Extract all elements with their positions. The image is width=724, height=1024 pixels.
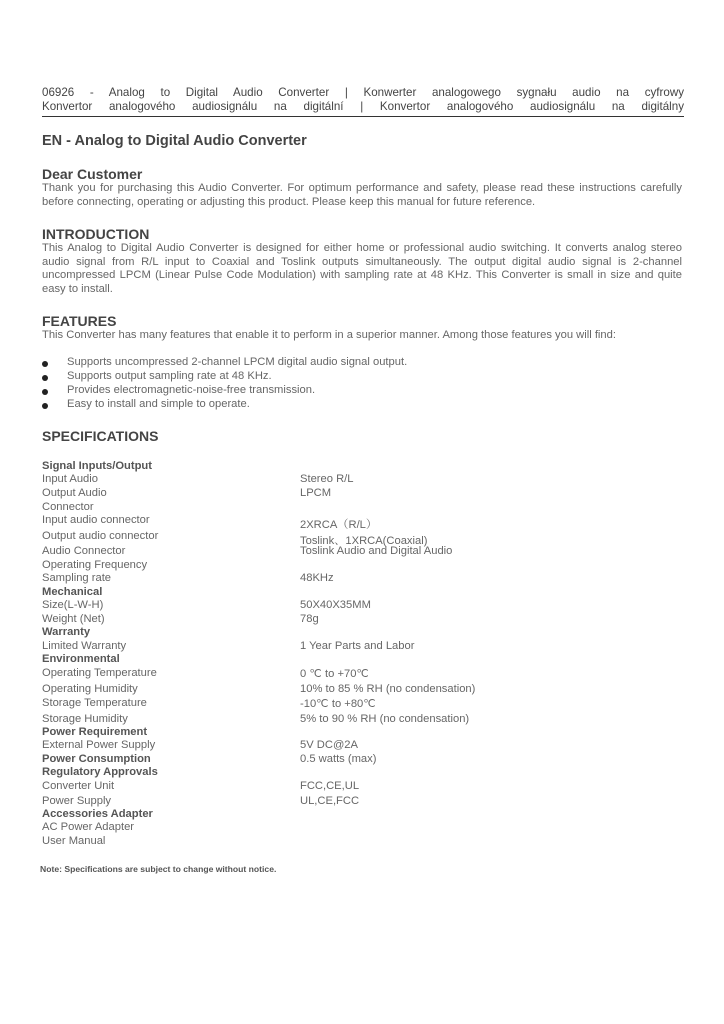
- bullet-icon: [42, 403, 48, 409]
- spec-label: Size(L-W-H): [42, 599, 104, 611]
- introduction-heading: INTRODUCTION: [42, 226, 150, 242]
- spec-value: 0 ℃ to +70℃: [300, 668, 369, 680]
- spec-value: 78g: [300, 613, 319, 625]
- spec-label: Power Supply: [42, 795, 112, 807]
- spec-label: Input audio connector: [42, 514, 150, 526]
- bullet-icon: [42, 375, 48, 381]
- spec-label: Operating Temperature: [42, 667, 157, 679]
- spec-value: 48KHz: [300, 572, 334, 584]
- spec-value: 2XRCA（R/L）: [300, 519, 378, 531]
- spec-label: Connector: [42, 501, 94, 513]
- spec-label: Operating Humidity: [42, 683, 138, 695]
- specifications-heading: SPECIFICATIONS: [42, 428, 159, 444]
- spec-label: Power Consumption: [42, 753, 151, 765]
- footnote: Note: Specifications are subject to change without notice.: [40, 864, 277, 874]
- spec-label: Storage Temperature: [42, 697, 147, 709]
- introduction-text: This Analog to Digital Audio Converter is designed for either home or professional audio switching. It converts analog stereo audio signal from R/L input to Coaxial and Toslink outputs simultaneously. The output digital audio signal is 2-channel uncompressed LPCM (Linear Pulse Code Modulation) with sampling rate at 48 KHz. This Converter is small in size and quite easy to install.: [42, 242, 682, 295]
- spec-label: Power Requirement: [42, 726, 148, 738]
- spec-label: Signal Inputs/Output: [42, 460, 152, 472]
- dear-customer-heading: Dear Customer: [42, 166, 143, 182]
- spec-label: Storage Humidity: [42, 713, 128, 725]
- spec-value: 5V DC@2A: [300, 739, 358, 751]
- spec-value: UL,CE,FCC: [300, 795, 360, 807]
- spec-value: 10% to 85 % RH (no condensation): [300, 683, 476, 695]
- spec-label: Audio Connector: [42, 545, 126, 557]
- header-line-2: Konvertor analogového audiosignálu na digitální | Konvertor analogového audiosignálu na digitálny: [42, 100, 684, 113]
- features-heading: FEATURES: [42, 313, 117, 329]
- spec-value: LPCM: [300, 487, 332, 499]
- spec-label: Mechanical: [42, 586, 103, 598]
- spec-value: Toslink、1XRCA(Coaxial): [300, 535, 428, 547]
- spec-label: Converter Unit: [42, 780, 115, 792]
- spec-label: Warranty: [42, 626, 91, 638]
- spec-label: Accessories Adapter: [42, 808, 153, 820]
- spec-value: FCC,CE,UL: [300, 780, 360, 792]
- spec-label: Regulatory Approvals: [42, 766, 158, 778]
- spec-label: Environmental: [42, 653, 120, 665]
- document-title: EN - Analog to Digital Audio Converter: [42, 133, 307, 149]
- spec-label: Weight (Net): [42, 613, 105, 625]
- feature-text: Supports uncompressed 2-channel LPCM digital audio signal output.: [67, 356, 408, 368]
- spec-label: Output Audio: [42, 487, 107, 499]
- feature-text: Easy to install and simple to operate.: [67, 398, 250, 410]
- header-divider: [42, 116, 684, 117]
- spec-label: Output audio connector: [42, 530, 159, 542]
- spec-value: 50X40X35MM: [300, 599, 371, 611]
- spec-label: Input Audio: [42, 473, 98, 485]
- spec-label: Limited Warranty: [42, 640, 127, 652]
- spec-value: -10℃ to +80℃: [300, 698, 376, 710]
- spec-label: Sampling rate: [42, 572, 112, 584]
- spec-value: Stereo R/L: [300, 473, 354, 485]
- feature-text: Supports output sampling rate at 48 KHz.: [67, 370, 272, 382]
- spec-label: User Manual: [42, 835, 106, 847]
- bullet-icon: [42, 361, 48, 367]
- spec-label: External Power Supply: [42, 739, 156, 751]
- spec-value: 5% to 90 % RH (no condensation): [300, 713, 470, 725]
- spec-value: 1 Year Parts and Labor: [300, 640, 415, 652]
- spec-value: Toslink Audio and Digital Audio: [300, 545, 453, 557]
- spec-label: AC Power Adapter: [42, 821, 135, 833]
- header-line-1: 06926 - Analog to Digital Audio Converter | Konwerter analogowego sygnału audio na cyfrowy: [42, 86, 684, 99]
- dear-customer-text: Thank you for purchasing this Audio Converter. For optimum performance and safety, please read these instructions carefully before connecting, operating or adjusting this product. Please keep this manual for future reference.: [42, 182, 682, 208]
- feature-text: Provides electromagnetic-noise-free transmission.: [67, 384, 316, 396]
- features-intro-text: This Converter has many features that enable it to perform in a superior manner. Among those features you will find:: [42, 329, 616, 341]
- bullet-icon: [42, 389, 48, 395]
- spec-value: 0.5 watts (max): [300, 753, 377, 765]
- spec-label: Operating Frequency: [42, 559, 148, 571]
